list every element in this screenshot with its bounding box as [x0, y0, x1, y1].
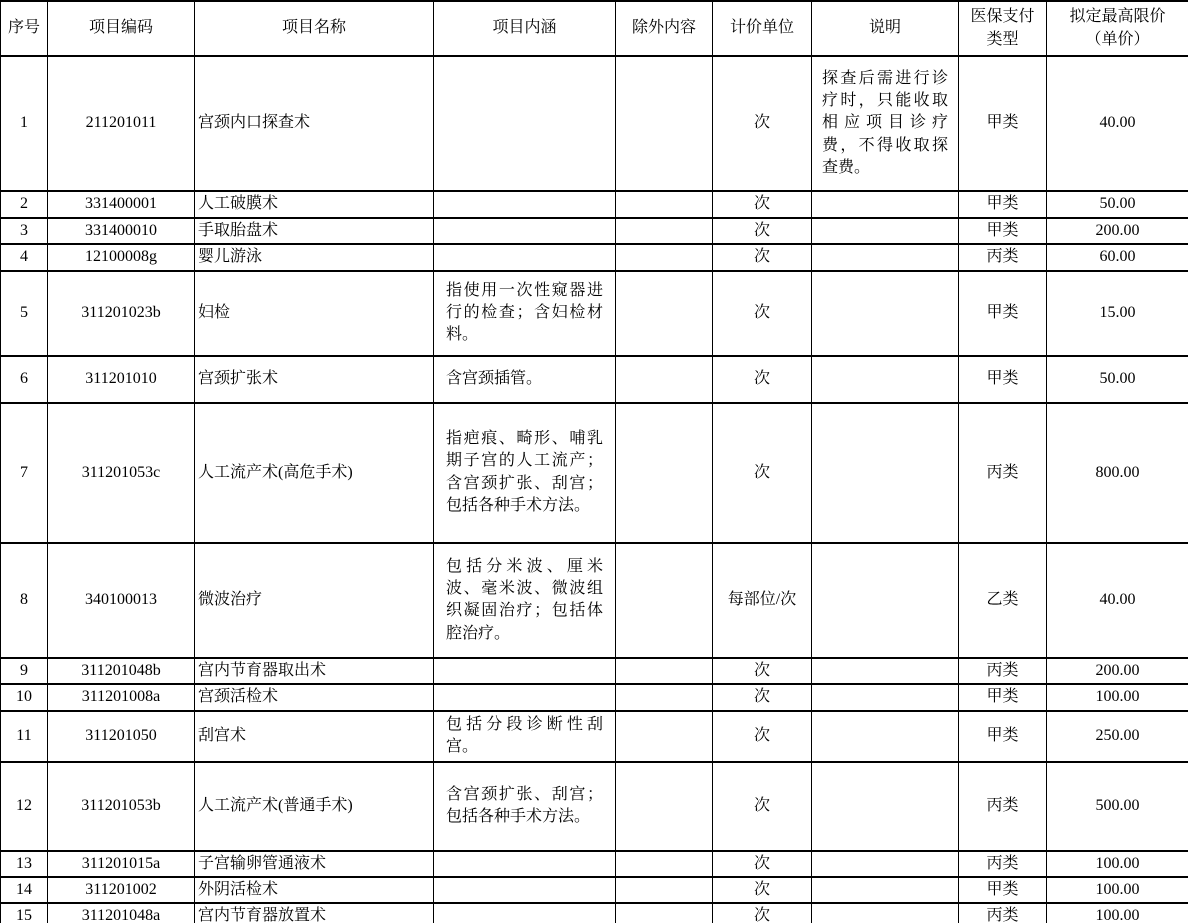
cell-code: 311201048b	[48, 658, 195, 684]
cell-note	[812, 356, 959, 403]
cell-unit: 次	[713, 244, 812, 270]
cell-unit: 次	[713, 658, 812, 684]
header-unit: 计价单位	[713, 1, 812, 56]
cell-code: 311201048a	[48, 903, 195, 923]
table-row	[1, 903, 1188, 923]
cell-unit: 次	[713, 684, 812, 710]
cell-max_price: 100.00	[1047, 877, 1188, 903]
cell-note	[812, 658, 959, 684]
header-code: 项目编码	[48, 1, 195, 56]
cell-note	[812, 244, 959, 270]
cell-pay_type: 丙类	[959, 903, 1047, 923]
cell-content: 含宫颈插管。	[434, 356, 616, 403]
cell-max_price: 50.00	[1047, 356, 1188, 403]
cell-unit: 次	[713, 403, 812, 543]
cell-max_price: 200.00	[1047, 218, 1188, 244]
cell-max_price: 200.00	[1047, 658, 1188, 684]
cell-code: 311201053b	[48, 762, 195, 851]
header-note: 说明	[812, 1, 959, 56]
cell-excluded	[616, 543, 713, 658]
cell-pay_type: 甲类	[959, 356, 1047, 403]
cell-max_price: 100.00	[1047, 684, 1188, 710]
cell-excluded	[616, 711, 713, 762]
cell-pay_type: 乙类	[959, 543, 1047, 658]
cell-pay_type: 丙类	[959, 658, 1047, 684]
cell-excluded	[616, 356, 713, 403]
cell-max_price: 250.00	[1047, 711, 1188, 762]
table-row	[1, 543, 1188, 658]
cell-note	[812, 851, 959, 877]
cell-code: 331400001	[48, 191, 195, 218]
cell-unit: 次	[713, 56, 812, 191]
cell-code: 311201008a	[48, 684, 195, 710]
cell-excluded	[616, 903, 713, 923]
cell-max_price: 100.00	[1047, 851, 1188, 877]
cell-name: 外阴活检术	[195, 877, 434, 903]
table-row	[1, 877, 1188, 903]
cell-content	[434, 218, 616, 244]
cell-content	[434, 658, 616, 684]
header-seq: 序号	[1, 1, 48, 56]
cell-max_price: 40.00	[1047, 543, 1188, 658]
cell-name: 宫颈活检术	[195, 684, 434, 710]
cell-content	[434, 56, 616, 191]
cell-excluded	[616, 56, 713, 191]
cell-code: 211201011	[48, 56, 195, 191]
cell-no: 12	[1, 762, 48, 851]
cell-no: 3	[1, 218, 48, 244]
cell-name: 人工破膜术	[195, 191, 434, 218]
cell-excluded	[616, 271, 713, 356]
table-header-row	[1, 1, 1188, 56]
table-row	[1, 244, 1188, 270]
table-row	[1, 684, 1188, 710]
cell-no: 9	[1, 658, 48, 684]
table-row	[1, 403, 1188, 543]
cell-note	[812, 191, 959, 218]
cell-pay_type: 丙类	[959, 403, 1047, 543]
cell-no: 6	[1, 356, 48, 403]
cell-excluded	[616, 403, 713, 543]
cell-unit: 次	[713, 191, 812, 218]
cell-max_price: 800.00	[1047, 403, 1188, 543]
cell-max_price: 500.00	[1047, 762, 1188, 851]
cell-content	[434, 903, 616, 923]
table-row	[1, 658, 1188, 684]
cell-no: 7	[1, 403, 48, 543]
header-name: 项目名称	[195, 1, 434, 56]
cell-content	[434, 191, 616, 218]
cell-no: 2	[1, 191, 48, 218]
cell-name: 婴儿游泳	[195, 244, 434, 270]
cell-content	[434, 851, 616, 877]
cell-no: 10	[1, 684, 48, 710]
cell-no: 4	[1, 244, 48, 270]
cell-excluded	[616, 762, 713, 851]
cell-name: 宫颈扩张术	[195, 356, 434, 403]
cell-no: 5	[1, 271, 48, 356]
table-row	[1, 762, 1188, 851]
cell-max_price: 50.00	[1047, 191, 1188, 218]
cell-name: 子宫输卵管通液术	[195, 851, 434, 877]
cell-name: 微波治疗	[195, 543, 434, 658]
cell-code: 12100008g	[48, 244, 195, 270]
cell-excluded	[616, 877, 713, 903]
cell-excluded	[616, 851, 713, 877]
cell-note	[812, 762, 959, 851]
cell-excluded	[616, 244, 713, 270]
cell-code: 340100013	[48, 543, 195, 658]
header-content: 项目内涵	[434, 1, 616, 56]
cell-max_price: 40.00	[1047, 56, 1188, 191]
cell-content: 包括分段诊断性刮宫。	[434, 711, 616, 762]
cell-excluded	[616, 684, 713, 710]
cell-max_price: 100.00	[1047, 903, 1188, 923]
cell-code: 311201010	[48, 356, 195, 403]
cell-note	[812, 903, 959, 923]
table-row	[1, 356, 1188, 403]
cell-content: 含宫颈扩张、刮宫；包括各种手术方法。	[434, 762, 616, 851]
table-row	[1, 711, 1188, 762]
cell-name: 宫内节育器放置术	[195, 903, 434, 923]
cell-no: 8	[1, 543, 48, 658]
cell-note	[812, 684, 959, 710]
cell-unit: 每部位/次	[713, 543, 812, 658]
cell-pay_type: 丙类	[959, 851, 1047, 877]
cell-content: 指使用一次性窥器进行的检查；含妇检材料。	[434, 271, 616, 356]
cell-excluded	[616, 658, 713, 684]
cell-code: 331400010	[48, 218, 195, 244]
cell-content	[434, 877, 616, 903]
cell-no: 14	[1, 877, 48, 903]
cell-note	[812, 711, 959, 762]
cell-unit: 次	[713, 851, 812, 877]
table-row	[1, 191, 1188, 218]
cell-name: 妇检	[195, 271, 434, 356]
cell-pay_type: 甲类	[959, 56, 1047, 191]
cell-note	[812, 271, 959, 356]
cell-code: 311201050	[48, 711, 195, 762]
table-row	[1, 56, 1188, 191]
cell-no: 11	[1, 711, 48, 762]
cell-unit: 次	[713, 356, 812, 403]
cell-pay_type: 甲类	[959, 191, 1047, 218]
cell-pay_type: 甲类	[959, 877, 1047, 903]
cell-pay_type: 丙类	[959, 762, 1047, 851]
cell-pay_type: 丙类	[959, 244, 1047, 270]
cell-code: 311201053c	[48, 403, 195, 543]
cell-name: 宫内节育器取出术	[195, 658, 434, 684]
cell-note: 探查后需进行诊疗时，只能收取相应项目诊疗费，不得收取探查费。	[812, 56, 959, 191]
cell-excluded	[616, 218, 713, 244]
cell-no: 1	[1, 56, 48, 191]
table-row	[1, 851, 1188, 877]
cell-pay_type: 甲类	[959, 711, 1047, 762]
cell-unit: 次	[713, 903, 812, 923]
cell-code: 311201015a	[48, 851, 195, 877]
cell-code: 311201002	[48, 877, 195, 903]
cell-name: 刮宫术	[195, 711, 434, 762]
header-excluded: 除外内容	[616, 1, 713, 56]
cell-pay_type: 甲类	[959, 684, 1047, 710]
cell-content	[434, 684, 616, 710]
cell-no: 15	[1, 903, 48, 923]
cell-unit: 次	[713, 271, 812, 356]
cell-unit: 次	[713, 711, 812, 762]
cell-content: 包括分米波、厘米波、毫米波、微波组织凝固治疗；包括体腔治疗。	[434, 543, 616, 658]
header-max-price: 拟定最高限价（单价）	[1047, 1, 1188, 56]
cell-pay_type: 甲类	[959, 271, 1047, 356]
cell-note	[812, 218, 959, 244]
cell-name: 宫颈内口探查术	[195, 56, 434, 191]
cell-note	[812, 877, 959, 903]
cell-content: 指疤痕、畸形、哺乳期子宫的人工流产；含宫颈扩张、刮宫；包括各种手术方法。	[434, 403, 616, 543]
cell-name: 人工流产术(普通手术)	[195, 762, 434, 851]
cell-name: 人工流产术(高危手术)	[195, 403, 434, 543]
cell-max_price: 60.00	[1047, 244, 1188, 270]
cell-max_price: 15.00	[1047, 271, 1188, 356]
cell-unit: 次	[713, 762, 812, 851]
cell-code: 311201023b	[48, 271, 195, 356]
cell-note	[812, 543, 959, 658]
cell-note	[812, 403, 959, 543]
cell-excluded	[616, 191, 713, 218]
table-row	[1, 218, 1188, 244]
table-row	[1, 271, 1188, 356]
cell-no: 13	[1, 851, 48, 877]
cell-name: 手取胎盘术	[195, 218, 434, 244]
cell-content	[434, 244, 616, 270]
header-pay-type: 医保支付类型	[959, 1, 1047, 56]
cell-pay_type: 甲类	[959, 218, 1047, 244]
cell-unit: 次	[713, 218, 812, 244]
cell-unit: 次	[713, 877, 812, 903]
